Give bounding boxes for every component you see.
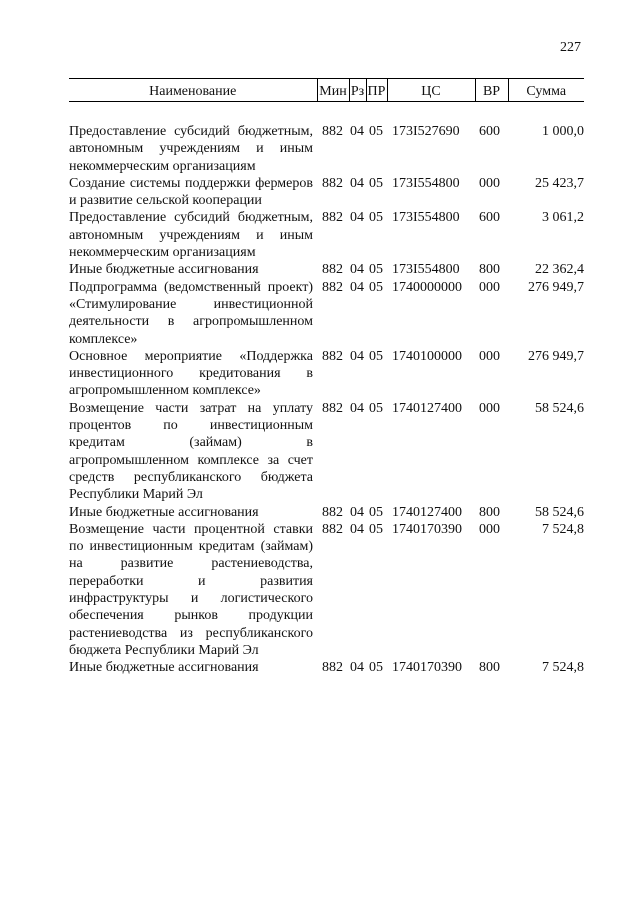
cell-min: 882 (322, 660, 343, 676)
table-body (69, 102, 584, 677)
table-row (69, 504, 584, 521)
cell-min: 882 (322, 124, 343, 139)
cell-pr: 05 (369, 262, 383, 278)
cell-min: 882 (322, 400, 343, 416)
cell-rz: 04 (350, 400, 364, 416)
cell-rz: 04 (350, 262, 364, 278)
cell-min: 882 (322, 210, 343, 226)
cell-vr: 000 (479, 400, 500, 416)
cell-vr: 000 (479, 521, 500, 537)
cell-name: Создание системы поддержки фермеров и развитие сельской кооперации (69, 175, 313, 209)
table-row (69, 175, 584, 210)
cell-name: Предоставление субсидий бюджетным, автономным учреждениям и иным некоммерческим организациям (69, 210, 313, 261)
cell-pr: 05 (369, 210, 383, 226)
table-header (69, 79, 584, 102)
cell-name: Предоставление субсидий бюджетным, автономным учреждениям и иным некоммерческим организациям (69, 124, 313, 174)
cell-vr: 000 (479, 279, 500, 295)
cell-min: 882 (322, 175, 343, 191)
cell-vr: 600 (479, 124, 500, 139)
cell-cs: 173I527690 (392, 124, 460, 139)
cell-min: 882 (322, 348, 343, 364)
cell-sum: 7 524,8 (542, 660, 584, 676)
cell-name: Подпрограмма (ведомственный проект) «Стимулирование инвестиционной деятельности в агропромышленном комплексе» (69, 279, 313, 347)
table-row (69, 400, 584, 504)
cell-min: 882 (322, 262, 343, 278)
cell-sum: 58 524,6 (535, 400, 584, 416)
cell-sum: 25 423,7 (535, 175, 584, 191)
cell-rz: 04 (350, 210, 364, 226)
page-number: 227 (560, 40, 581, 55)
header-pr: ПР (366, 79, 387, 102)
cell-cs: 173I554800 (392, 175, 460, 191)
cell-cs: 173I554800 (392, 210, 460, 226)
cell-rz: 04 (350, 521, 364, 537)
budget-table (69, 78, 584, 677)
cell-pr: 05 (369, 175, 383, 191)
cell-rz: 04 (350, 175, 364, 191)
cell-min: 882 (322, 504, 343, 520)
cell-cs: 173I554800 (392, 262, 460, 278)
cell-sum: 276 949,7 (528, 279, 584, 295)
table-row (69, 261, 584, 278)
header-vr: ВР (475, 79, 508, 102)
header-cs: ЦС (387, 79, 475, 102)
cell-sum: 22 362,4 (535, 262, 584, 278)
cell-name: Возмещение части затрат на уплату процентов по инвестиционным кредитам (займам) в агропромышленном комплексе за счет средств республиканского бюджета Республики Марий Эл (69, 400, 313, 503)
cell-cs: 1740127400 (392, 400, 462, 416)
cell-vr: 000 (479, 348, 500, 364)
cell-sum: 276 949,7 (528, 348, 584, 364)
header-sum: Сумма (508, 79, 584, 102)
cell-cs: 1740000000 (392, 279, 462, 295)
cell-rz: 04 (350, 279, 364, 295)
cell-pr: 05 (369, 400, 383, 416)
cell-name: Иные бюджетные ассигнования (69, 504, 259, 520)
cell-vr: 800 (479, 504, 500, 520)
cell-cs: 1740100000 (392, 348, 462, 364)
cell-pr: 05 (369, 504, 383, 520)
cell-name: Иные бюджетные ассигнования (69, 660, 259, 676)
cell-min: 882 (322, 521, 343, 537)
cell-sum: 3 061,2 (542, 210, 584, 226)
table-row (69, 659, 584, 676)
cell-rz: 04 (350, 348, 364, 364)
header-rz: Рз (349, 79, 366, 102)
cell-name: Возмещение части процентной ставки по инвестиционным кредитам (займам) на развитие растениеводства, переработки и развития инфраструктуры и логистического обеспечения рынков продукции растениеводства из республиканского бюджета Республики Марий Эл (69, 521, 313, 658)
cell-sum: 58 524,6 (535, 504, 584, 520)
table-row (69, 123, 584, 175)
cell-sum: 1 000,0 (542, 124, 584, 139)
header-min: Мин (317, 79, 349, 102)
cell-sum: 7 524,8 (542, 521, 584, 537)
cell-rz: 04 (350, 124, 364, 139)
table-row (69, 348, 584, 400)
table-row (69, 209, 584, 261)
cell-vr: 000 (479, 175, 500, 191)
cell-name: Иные бюджетные ассигнования (69, 262, 259, 278)
cell-vr: 600 (479, 210, 500, 226)
header-name: Наименование (69, 79, 317, 102)
cell-cs: 1740170390 (392, 521, 462, 537)
cell-pr: 05 (369, 124, 383, 139)
cell-pr: 05 (369, 348, 383, 364)
cell-name: Основное мероприятие «Поддержка инвестиционного кредитования в агропромышленном комплексе» (69, 348, 313, 399)
cell-vr: 800 (479, 660, 500, 676)
cell-min: 882 (322, 279, 343, 295)
table-row (69, 279, 584, 348)
cell-rz: 04 (350, 504, 364, 520)
cell-vr: 800 (479, 262, 500, 278)
cell-cs: 1740127400 (392, 504, 462, 520)
cell-pr: 05 (369, 279, 383, 295)
cell-cs: 1740170390 (392, 660, 462, 676)
table-row (69, 521, 584, 659)
cell-pr: 05 (369, 660, 383, 676)
cell-rz: 04 (350, 660, 364, 676)
cell-pr: 05 (369, 521, 383, 537)
